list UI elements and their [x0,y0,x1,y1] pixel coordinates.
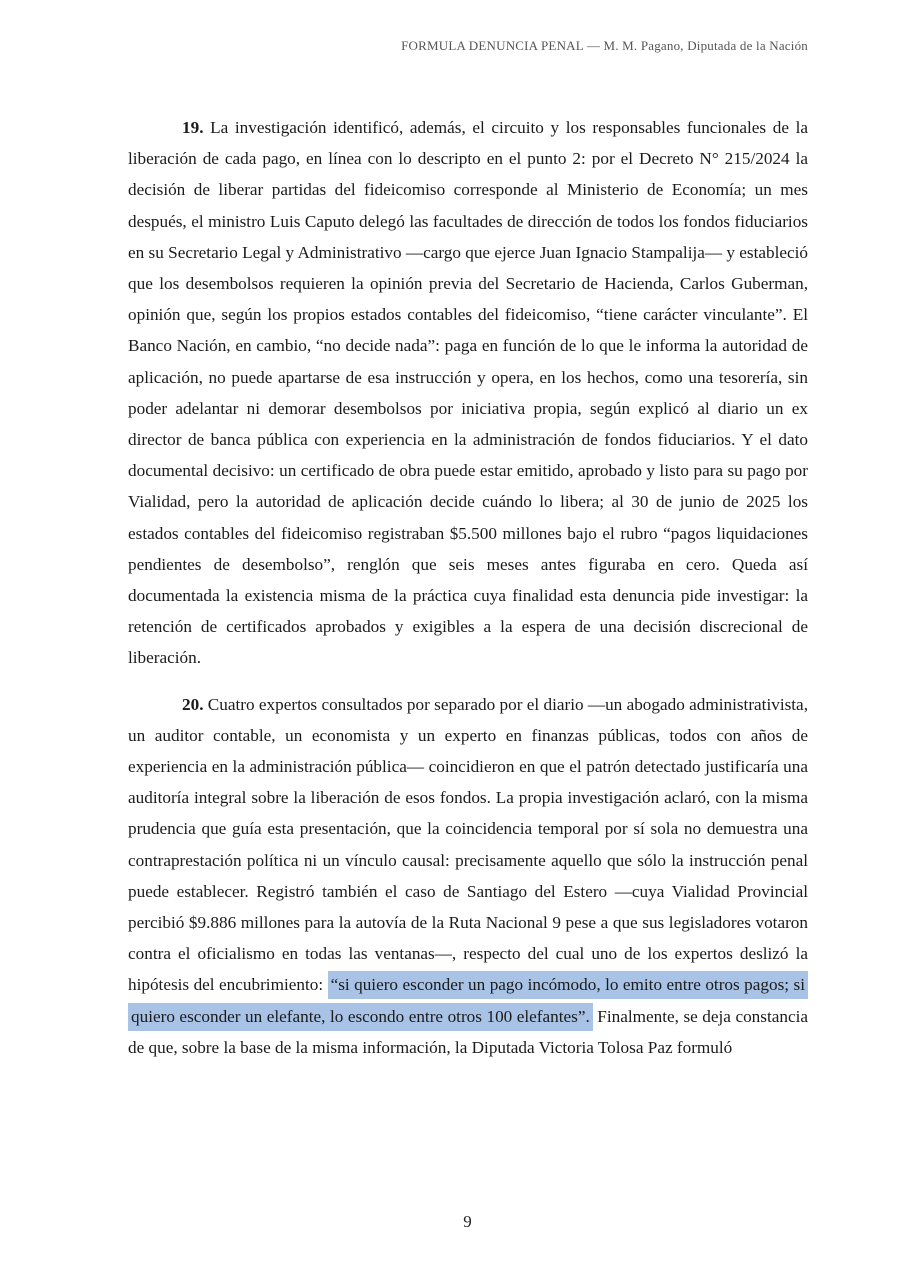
highlighted-quote[interactable]: “si quiero esconder un pago incómodo, lo emito entre otros pagos; si quiero esconder un elefante, lo escondo entre otros 100 elefantes”. [128,971,808,1030]
paragraph-text: Cuatro expertos consultados por separado por el diario —un abogado administrativista, un auditor contable, un economista y un experto en finanzas públicas, todos con años de experiencia en la administración pública— coincidieron en que el patrón detectado justificaría una auditoría integral sobre la liberación de esos fondos. La propia investigación aclaró, con la misma prudencia que guía esta presentación, que la coincidencia temporal por sí sola no demuestra una contraprestación política ni un vínculo causal: precisamente aquello que sólo la instrucción penal puede establecer. Registró también el caso de Santiago del Estero —cuya Vialidad Provincial percibió $9.886 millones para la autovía de la Ruta Nacional 9 pese a que sus legisladores votaron contra el oficialismo en todas las ventanas—, respecto del cual uno de los expertos deslizó la hipótesis del encubrimiento: [128,694,808,995]
paragraph-text: La investigación identificó, además, el circuito y los responsables funcionales de la liberación de cada pago, en línea con lo descripto en el punto 2: por el Decreto N° 215/2024 la decisión de liberar partidas del fideicomiso corresponde al Ministerio de Economía; un mes después, el ministro Luis Caputo delegó las facultades de dirección de todos los fondos fiduciarios en su Secretario Legal y Administrativo —cargo que ejerce Juan Ignacio Stampalija— y estableció que los desembolsos requieren la opinión previa del Secretario de Hacienda, Carlos Guberman, opinión que, según los propios estados contables del fideicomiso, “tiene carácter vinculante”. El Banco Nación, en cambio, “no decide nada”: paga en función de lo que le informa la autoridad de aplicación, no puede apartarse de esa instrucción y opera, en los hechos, como una tesorería, sin poder adelantar ni demorar desembolsos por iniciativa propia, según explicó al diario un ex director de banca pública con experiencia en la administración de fondos fiduciarios. Y el dato documental decisivo: un certificado de obra puede estar emitido, aprobado y listo para su pago por Vialidad, pero la autoridad de aplicación decide cuándo lo libera; al 30 de junio de 2025 los estados contables del fideicomiso registraban $5.500 millones bajo el rubro “pagos liquidaciones pendientes de desembolso”, renglón que seis meses antes figuraba en cero. Queda así documentada la existencia misma de la práctica cuya finalidad esta denuncia pide investigar: la retención de certificados aprobados y exigibles a la espera de una decisión discrecional de liberación. [128,118,808,668]
running-header: FORMULA DENUNCIA PENAL — M. M. Pagano, Diputada de la Nación [401,38,808,53]
page-number: 9 [463,1212,472,1231]
document-body [128,112,808,1063]
paragraph-number: 20. [182,694,204,714]
paragraph-text-continued: Finalmente, se deja constancia de que, sobre la base de la misma información, la Diputada Victoria Tolosa Paz formuló [128,1006,808,1057]
paragraph-19 [128,112,808,674]
paragraph-number: 19. [182,118,204,137]
paragraph-20 [128,689,808,1063]
